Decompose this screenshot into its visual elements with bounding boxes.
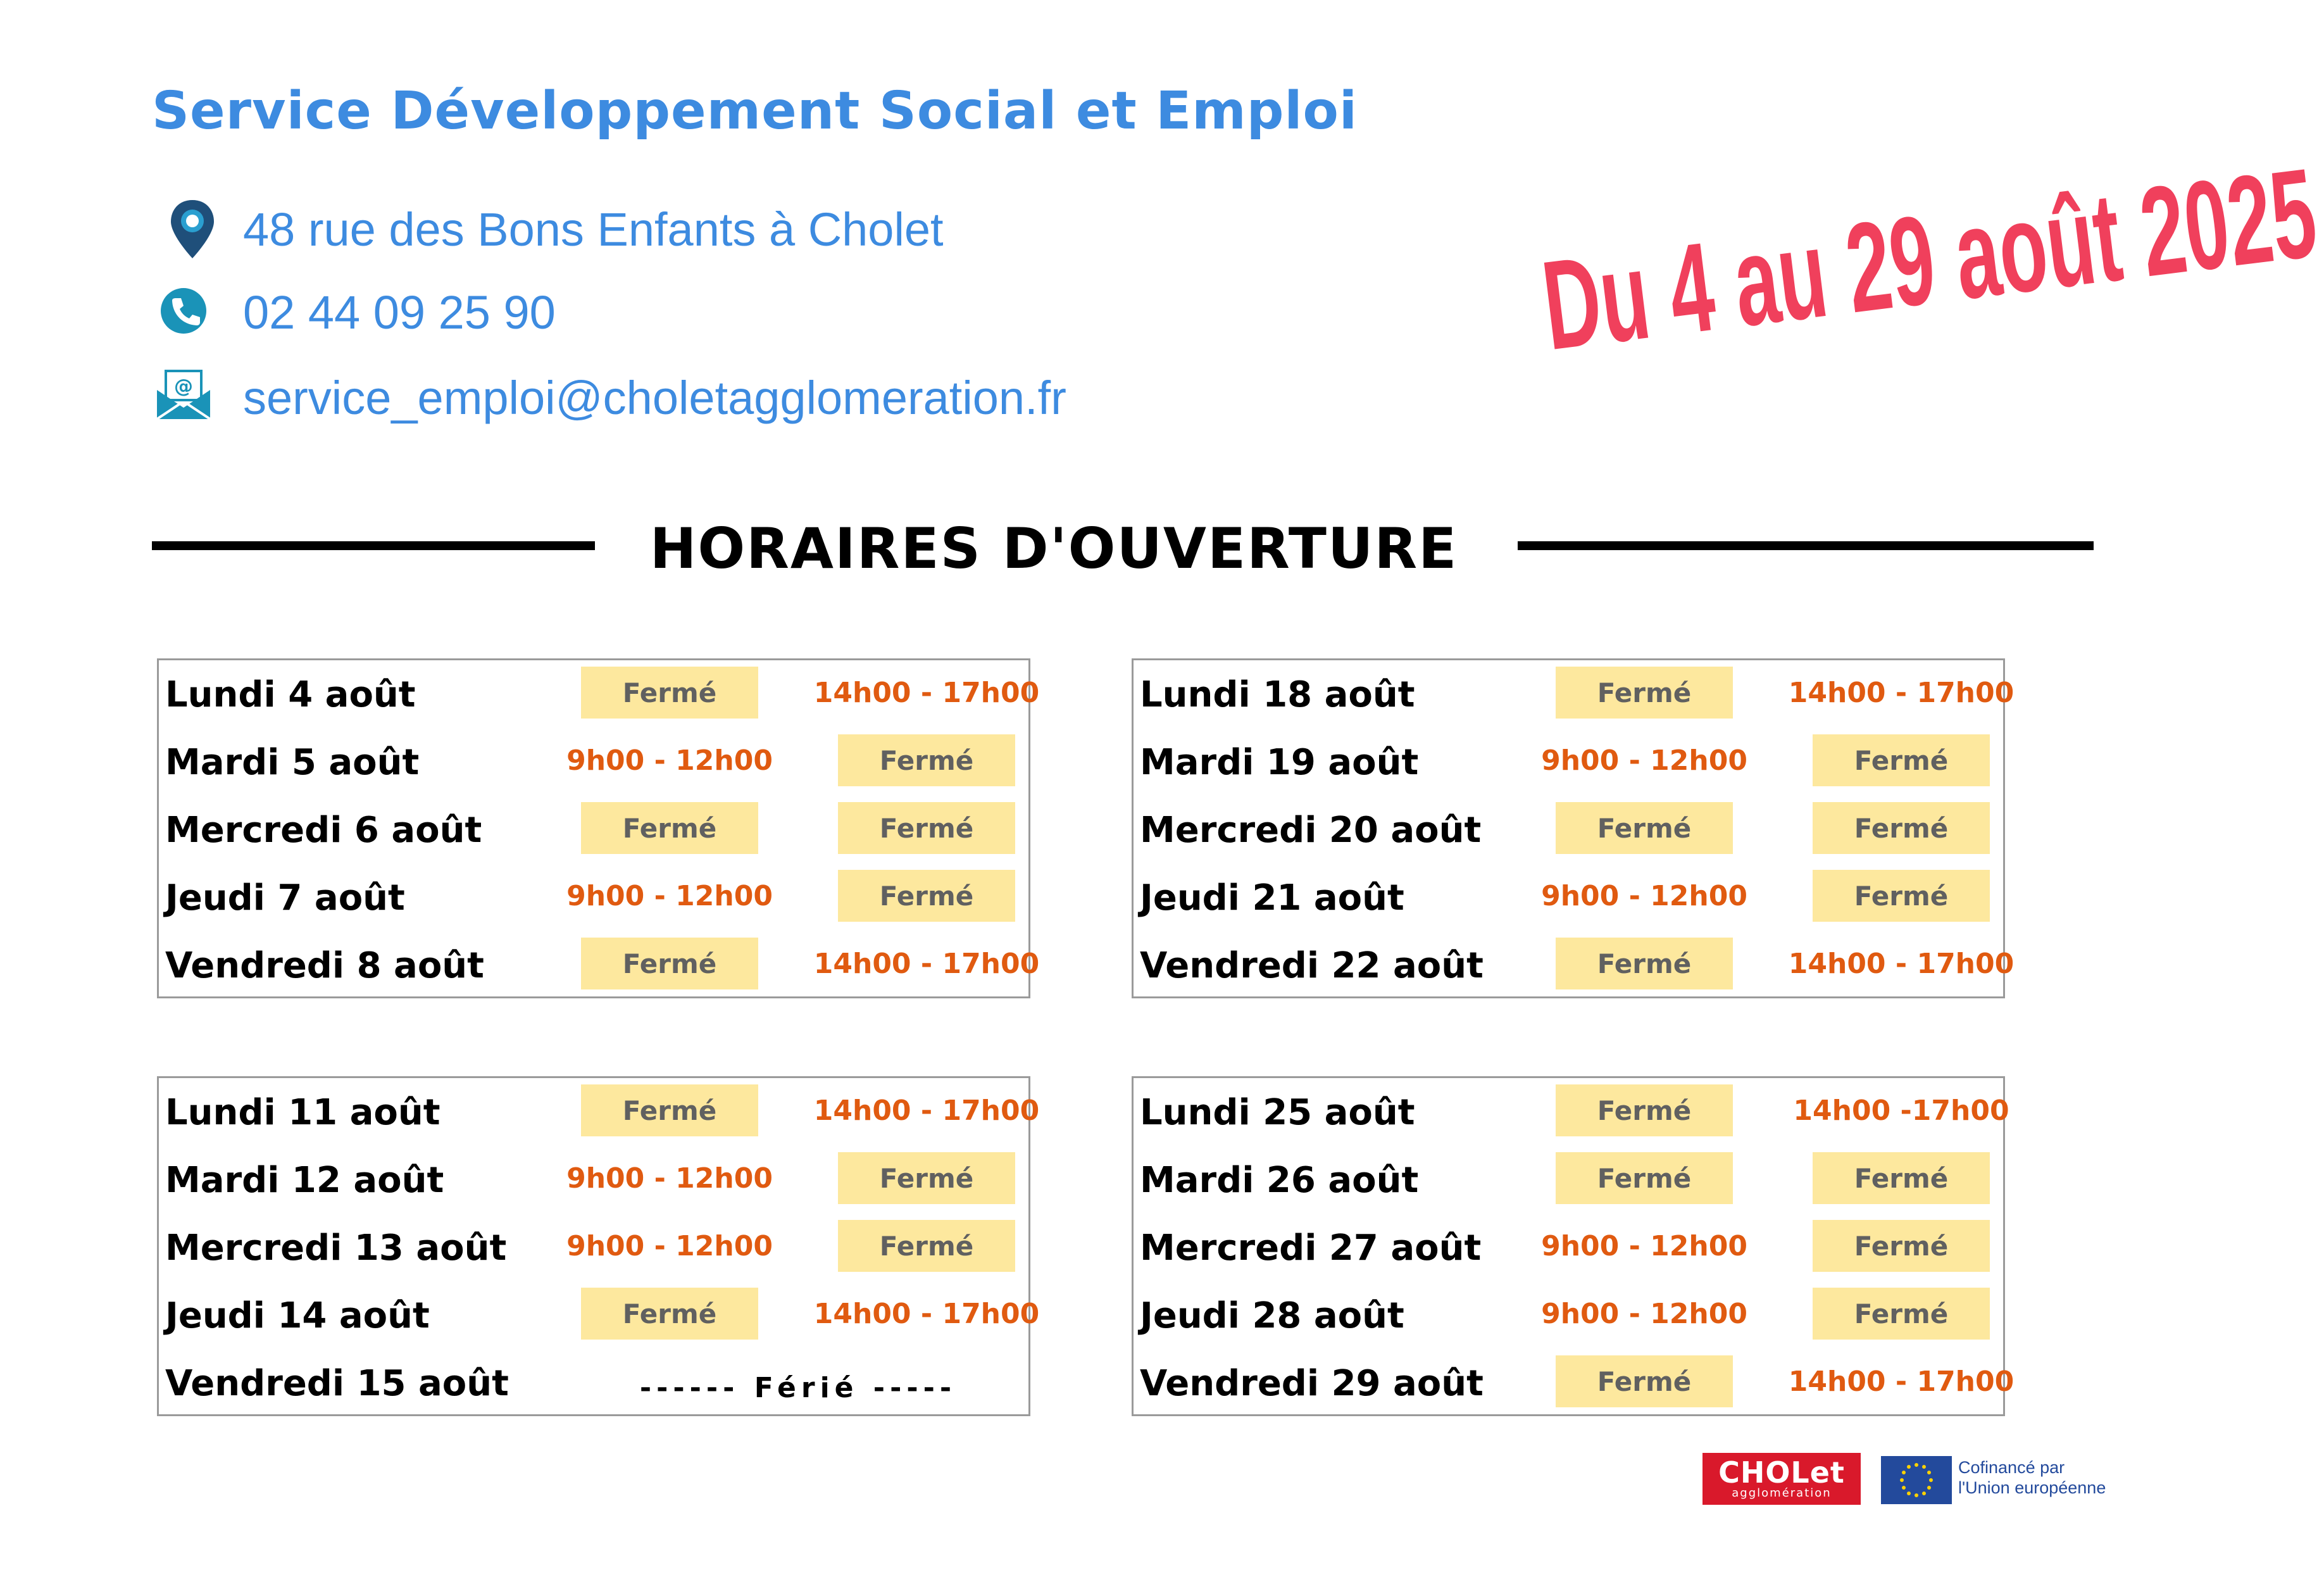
schedule-row (1134, 1281, 2003, 1349)
afternoon-closed-badge: Fermé (1813, 1152, 1990, 1204)
schedule-row (159, 1214, 1028, 1281)
location-pin-icon (154, 198, 224, 261)
morning-hours: 9h00 - 12h00 (566, 1162, 773, 1195)
schedule-row (1134, 1146, 2003, 1214)
schedule-table (1132, 658, 2015, 998)
morning-closed-badge: Fermé (1556, 1084, 1733, 1136)
eu-line-1: Cofinancé par (1958, 1458, 2065, 1477)
afternoon-closed-badge: Fermé (838, 802, 1015, 854)
day-label: Lundi 18 août (1140, 674, 1415, 715)
morning-closed-badge: Fermé (1556, 802, 1733, 854)
morning-closed-badge: Fermé (581, 802, 758, 854)
afternoon-hours: 14h00 - 17h00 (813, 1094, 1040, 1127)
morning-hours: 9h00 - 12h00 (566, 1229, 773, 1262)
afternoon-closed-badge: Fermé (1813, 802, 1990, 854)
morning-closed-badge: Fermé (581, 1084, 758, 1136)
afternoon-hours: 14h00 - 17h00 (813, 676, 1040, 709)
afternoon-closed-badge: Fermé (838, 734, 1015, 786)
morning-hours: 9h00 - 12h00 (1541, 1297, 1747, 1330)
schedule-row (159, 1078, 1040, 1146)
email-line (154, 366, 1230, 429)
day-label: Mardi 26 août (1140, 1160, 1419, 1201)
morning-hours: 9h00 - 12h00 (1541, 879, 1747, 912)
afternoon-closed-badge: Fermé (1813, 734, 1990, 786)
morning-hours: 9h00 - 12h00 (566, 744, 773, 777)
morning-closed-badge: Fermé (1556, 1355, 1733, 1407)
day-label: Jeudi 7 août (165, 877, 405, 919)
afternoon-hours: 14h00 -17h00 (1793, 1094, 2009, 1127)
schedule-row (1134, 1214, 2003, 1281)
day-label: Lundi 25 août (1140, 1092, 1415, 1133)
schedule-row (159, 728, 1028, 796)
holiday-label: ------ Férié ----- (639, 1371, 957, 1404)
schedule-row (1134, 728, 2003, 796)
afternoon-closed-badge: Fermé (1813, 870, 1990, 922)
day-label: Mardi 5 août (165, 742, 420, 783)
schedule-row (1134, 660, 2015, 728)
day-label: Lundi 4 août (165, 674, 416, 715)
schedule-row (1134, 864, 2003, 931)
eu-line-2: l'Union européenne (1958, 1478, 2106, 1497)
afternoon-closed-badge: Fermé (838, 1220, 1015, 1272)
day-label: Lundi 11 août (165, 1092, 440, 1133)
eu-logo (1881, 1455, 2106, 1505)
schedule-row (159, 1349, 1028, 1417)
day-label: Jeudi 28 août (1140, 1295, 1404, 1336)
schedule-row (159, 660, 1040, 728)
address-line (154, 198, 1230, 261)
morning-closed-badge: Fermé (1556, 1152, 1733, 1204)
section-heading: HORAIRES D'OUVERTURE (649, 516, 1458, 581)
day-label: Mercredi 27 août (1140, 1228, 1482, 1269)
afternoon-closed-badge: Fermé (838, 1152, 1015, 1204)
day-label: Mardi 19 août (1140, 742, 1419, 783)
afternoon-hours: 14h00 - 17h00 (1788, 1365, 2015, 1398)
heading-rule-right (1518, 541, 2094, 550)
eu-flag-icon (1881, 1456, 1952, 1504)
schedule-table (1132, 1076, 2015, 1416)
morning-closed-badge: Fermé (1556, 667, 1733, 719)
afternoon-hours: 14h00 - 17h00 (813, 947, 1040, 980)
period-banner: Du 4 au 29 août 2025 (1535, 142, 2324, 377)
morning-hours: 9h00 - 12h00 (566, 879, 773, 912)
schedule-row (159, 1281, 1040, 1349)
day-label: Mercredi 20 août (1140, 810, 1482, 851)
schedule-row (1134, 931, 2015, 999)
day-label: Vendredi 22 août (1140, 945, 1484, 986)
afternoon-closed-badge: Fermé (1813, 1288, 1990, 1340)
schedule-table (157, 658, 1040, 998)
afternoon-closed-badge: Fermé (1813, 1220, 1990, 1272)
schedule-row (159, 931, 1040, 999)
morning-hours: 9h00 - 12h00 (1541, 1229, 1747, 1262)
morning-hours: 9h00 - 12h00 (1541, 744, 1747, 777)
day-label: Jeudi 21 août (1140, 877, 1404, 919)
morning-closed-badge: Fermé (581, 667, 758, 719)
schedule-row (159, 864, 1028, 931)
cholet-logo-sub: agglomération (1732, 1486, 1832, 1500)
afternoon-hours: 14h00 - 17h00 (1788, 676, 2015, 709)
day-label: Jeudi 14 août (165, 1295, 430, 1336)
phone-text: 02 44 09 25 90 (243, 286, 556, 339)
afternoon-hours: 14h00 - 17h00 (1788, 947, 2015, 980)
cholet-logo-text: CHOLet (1718, 1455, 1845, 1490)
morning-closed-badge: Fermé (1556, 938, 1733, 989)
day-label: Mercredi 6 août (165, 810, 482, 851)
schedule-row (159, 796, 1028, 864)
schedule-row (1134, 1078, 2009, 1146)
schedule-row (159, 1146, 1028, 1214)
cholet-logo (1702, 1453, 1861, 1505)
schedule-row (1134, 1349, 2015, 1417)
schedule-table (157, 1076, 1040, 1416)
heading-rule-left (152, 541, 595, 550)
email-icon (154, 366, 224, 429)
day-label: Mercredi 13 août (165, 1228, 507, 1269)
morning-closed-badge: Fermé (581, 938, 758, 989)
day-label: Mardi 12 août (165, 1160, 444, 1201)
eu-cofinance-text (1958, 1457, 2106, 1498)
address-text: 48 rue des Bons Enfants à Cholet (243, 203, 944, 256)
day-label: Vendredi 15 août (165, 1363, 509, 1404)
afternoon-hours: 14h00 - 17h00 (813, 1297, 1040, 1330)
phone-icon (154, 280, 224, 344)
afternoon-closed-badge: Fermé (838, 870, 1015, 922)
schedule-row (1134, 796, 2003, 864)
day-label: Vendredi 29 août (1140, 1363, 1484, 1404)
email-text[interactable]: service_emploi@choletagglomeration.fr (243, 371, 1066, 424)
morning-closed-badge: Fermé (581, 1288, 758, 1340)
day-label: Vendredi 8 août (165, 945, 484, 986)
phone-line (154, 280, 1230, 344)
svg-text:@: @ (174, 375, 193, 398)
page-title: Service Développement Social et Emploi (152, 81, 1358, 141)
